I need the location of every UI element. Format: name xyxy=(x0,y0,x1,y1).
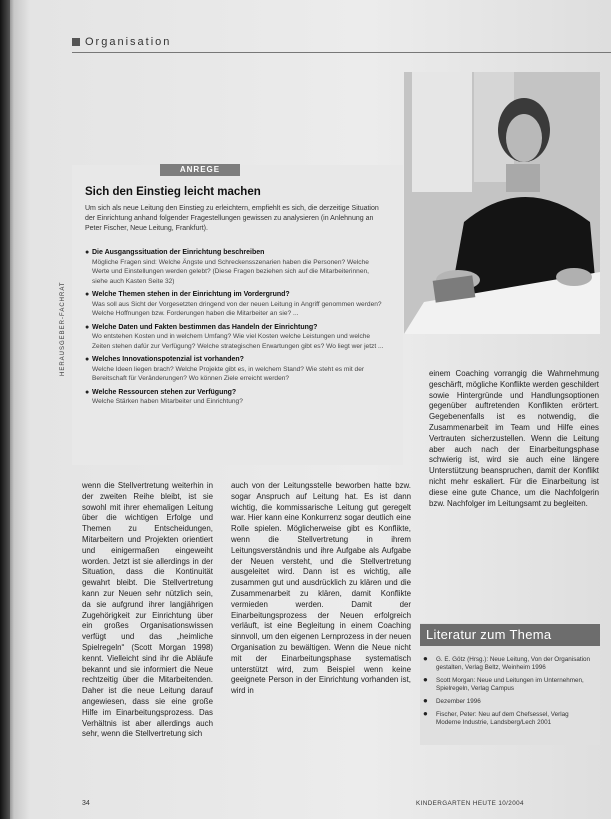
vertical-credit: HERAUSGEBER-FACHRAT xyxy=(60,281,66,376)
box-intro: Um sich als neue Leitung den Einstieg zu erleichtern, empfiehlt es sich, die derzeitige Situation der Einrichtung anhand folgender Fragestellungen gewissen zu analysieren (in Anlehnung an Peter Fischer, Neue Leitung, Frankfurt). xyxy=(85,205,379,232)
literature-list xyxy=(423,656,595,732)
bullet-icon: ● xyxy=(85,356,90,363)
box-title: Sich den Einstieg leicht machen xyxy=(85,186,261,198)
list-item xyxy=(423,698,595,706)
section-title: Organisation xyxy=(85,36,172,48)
question-list xyxy=(85,248,385,411)
bullet-icon: ● xyxy=(423,709,428,718)
body-column-1: wenn die Stellvertretung weiterhin in der zweiten Reihe bleibt, ist sie sowohl mit ihrer ehemaligen Leitung über die wichtigen Erfolge und Themen zu Entscheidungen, Mitarbeitern und Projekten orientiert und einigermaßen eingeweiht worden. Jetzt ist sie allerdings in der Situation, dass die Kontinuität gewahrt bleibt. Die Stellvertretung kann zur Neuen sehr nützlich sein, da sie aufgrund ihrer langjährigen Zugehörigkeit zur Einrichtung über ein großes Organisationswissen verfügt und das „heimliche Spielregelnʺ (Scott Morgan 1998) kennt. Vielleicht sind ihr die Abläufe bekannt und sie informiert die Neue rechtzeitig über die Mitarbeitenden. Daher ist die neue Leitung darauf angewiesen, dass sie eine große Hilfe im Einarbeitungsprozess. Das Verhältnis ist aber allerdings auch sehr, wenn die Stellvertretung sich xyxy=(82,481,213,739)
header-rule xyxy=(72,52,611,53)
page-number: 34 xyxy=(82,800,90,807)
literature-entry: Dezember 1996 xyxy=(436,698,481,705)
question-detail: Wo entstehen Kosten und in welchem Umfang? Wie viel Kosten welche Leistungen und welche Zeiten stehen dafür zur Verfügung? Welche strategischen Erwartungen gibt es? Wo liegt wer jetzt ... xyxy=(92,333,384,350)
list-item xyxy=(423,711,595,727)
list-item xyxy=(85,323,385,352)
photo-illustration xyxy=(404,72,600,334)
page-spine-shadow xyxy=(0,0,10,819)
literature-entry: Scott Morgan: Neue und Leitungen im Unternehmen, Spielregeln, Verlag Campus xyxy=(436,677,584,692)
question-heading: Welches Innovationspotenzial ist vorhanden? xyxy=(92,356,244,363)
list-item xyxy=(85,290,385,319)
list-item xyxy=(423,677,595,693)
list-item xyxy=(85,248,385,286)
question-heading: Welche Daten und Fakten bestimmen das Handeln der Einrichtung? xyxy=(92,323,318,331)
literature-entry: G. E. Götz (Hrsg.): Neue Leitung, Von der Organisation gestalten, Verlag Beltz, Weinheim 1996 xyxy=(436,656,590,671)
list-item xyxy=(423,656,595,672)
question-heading: Welche Themen stehen in der Einrichtung im Vordergrund? xyxy=(92,291,290,298)
question-detail: Welche Stärken haben Mitarbeiter und Einrichtung? xyxy=(92,398,243,405)
list-item xyxy=(85,355,385,384)
bullet-icon: ● xyxy=(423,675,428,684)
question-detail: Mögliche Fragen sind: Welche Ängste und Schreckensszenarien haben die Personen? Welche Werte und Einstellungen werden gelebt? (Diese Fragen beziehen sich auf die Mitarbeiterinnen, siehe auch Kasten Seite 32) xyxy=(92,258,369,285)
body-column-3: einem Coaching vorrangig die Wahrnehmung geschärft, mögliche Konflikte werden geschildert sowie Hintergründe und Handlungsoptionen gegenüber auftretenden Konflikten erörtert. Gegebenenfalls ist es notwendig, die Zusammenarbeit im Team und Hilfe eines Vertrauten sicherzustellen. Wenn die Leitung aber auch nach der Einarbeitungsphase schwierig ist, wird sie auch eine längere Unterstützung beanspruchen, damit der Konflikt nicht mehr eskaliert. Für die Einarbeitung ist diese eine gute Chance, um die Nachfolgerin bzw. Nachfolger im Leitungsamt zu begleiten. xyxy=(429,369,599,508)
square-icon xyxy=(72,38,80,46)
bullet-icon: ● xyxy=(85,388,90,396)
bullet-icon: ● xyxy=(85,249,90,256)
literature-title: Literatur zum Thema xyxy=(420,624,600,646)
question-heading: Welche Ressourcen stehen zur Verfügung? xyxy=(92,388,237,396)
section-header xyxy=(72,36,171,48)
bullet-icon: ● xyxy=(85,291,90,298)
box-banner: ANREGE xyxy=(160,164,240,176)
journal-footer: KINDERGARTEN HEUTE 10/2004 xyxy=(416,800,524,807)
literature-entry: Fischer, Peter: Neu auf dem Chefsessel, Verlag Moderne Industrie, Landsberg/Lech 2001 xyxy=(436,711,569,726)
question-heading: Die Ausgangssituation der Einrichtung beschreiben xyxy=(92,249,265,256)
question-detail: Welche Ideen liegen brach? Welche Projekte gibt es, in welchem Stand? Wie steht es mit der Bereitschaft für Veränderungen? Wo können Ziele erreicht werden? xyxy=(92,365,365,382)
list-item xyxy=(85,388,385,407)
bullet-icon: ● xyxy=(85,323,90,331)
bullet-icon: ● xyxy=(423,654,428,663)
photo-woman-writing xyxy=(404,72,600,334)
bullet-icon: ● xyxy=(423,696,428,705)
body-column-2: auch von der Leitungsstelle beworben hatte bzw. sogar Anspruch auf Leitung hat. Es ist dann wichtig, die kommissarische Leitung gut geregelt war. Hier kann eine Konkurrenz sogar deutlich eine Rolle spielen. Möglicherweise gibt es Konflikte, wenn die Stellvertretung in ihrem Leitungsverständnis und ihre Aufgabe als Aufgabe der Neuen versteht, und die Stellvertretung ausgeleitet wird. Dann ist es wichtig, alle zusammen gut und ausdrücklich zu klären und die Zusammenarbeit zu klären, damit Konflikte vermieden werden. Damit der Einarbeitungsprozess der Neuen erfolgreich verläuft, ist eine Begleitung in einem Coaching sinnvoll, um den eigenen Lernprozess in der neuen Organisation zu bewältigen. Wenn die Neue nicht mit der Einarbeitungsphase systematisch unterstützt wird, zum Beispiel wenn keine geeignete Person in der Einrichtung vorhanden ist, wird in xyxy=(231,481,411,696)
question-detail: Was soll aus Sicht der Vorgesetzten dringend von der neuen Leitung in Angriff genommen werden? Welche Hoffnungen bzw. Forderungen haben die Mitarbeiter an sie? ... xyxy=(92,300,382,317)
